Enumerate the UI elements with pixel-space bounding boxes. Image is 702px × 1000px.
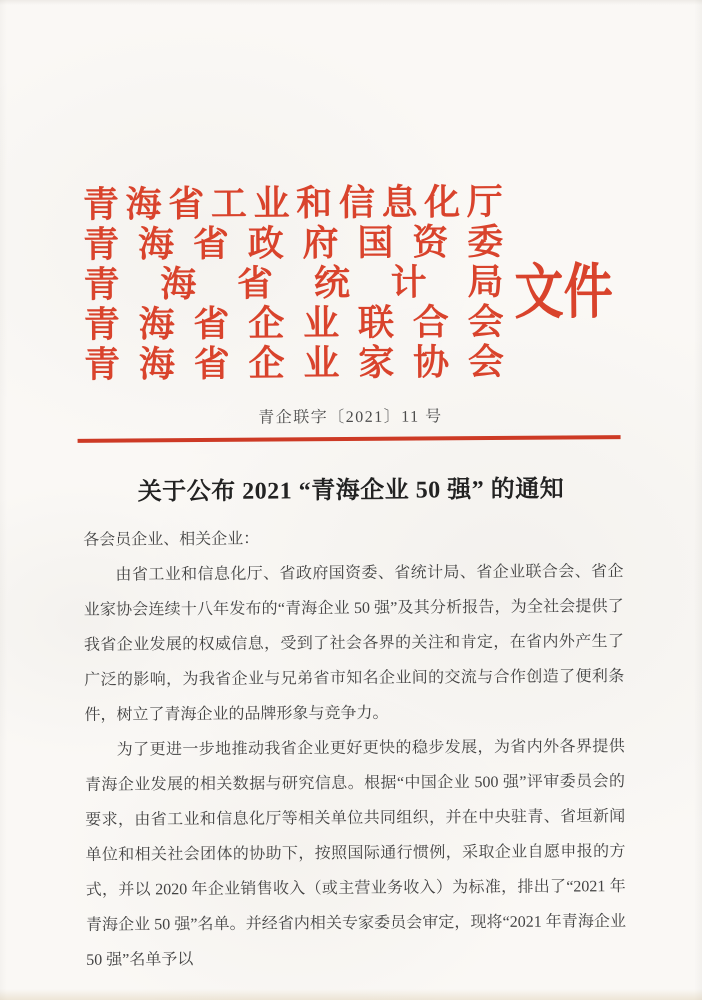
document-title: 关于公布 2021 “青海企业 50 强” 的通知 — [137, 476, 565, 506]
salutation: 各会员企业、相关企业： — [83, 530, 260, 549]
document-body — [83, 519, 626, 978]
reference-number: 青企联字〔2021〕11 号 — [258, 408, 443, 427]
org-name-enterprise-confederation: 青 海 省 企 业 联 合 会 — [83, 301, 504, 345]
red-divider-line — [78, 435, 621, 443]
red-letterhead — [83, 181, 624, 385]
org-name-industry-it-dept: 青 海 省 工 业 和 信 息 化 厅 — [82, 181, 503, 225]
org-name-sasac: 青 海 省 政 府 国 资 委 — [83, 221, 504, 265]
org-name-entrepreneurs-association: 青 海 省 企 业 家 协 会 — [83, 341, 505, 385]
paragraph-2: 为了更进一步地推动我省企业更好更快的稳步发展，为省内外各界提供青海企业发展的相关数据与研究信息。根据“中国企业 500 强”评审委员会的要求，由省工业和信息化厅等相关单位共同组织，并在中央驻青、省垣新闻单位和相关社会团体的协助下，按照国际通行惯例，采取企业自愿申报的方式，并以 2020 年企业销售收入（或主营业务收入）为标准，排出了“2021 年青海企业 50 强”名单。并经省内相关专家委员会审定，现将“2021 年青海企业 50 强”名单予以 — [84, 738, 627, 969]
issuing-organizations — [83, 182, 504, 385]
paragraph-1: 由省工业和信息化厅、省政府国资委、省统计局、省企业联合会、省企业家协会连续十八年发布的“青海企业 50 强”及其分析报告，为全社会提供了我省企业发展的权威信息，受到了社会各界的关注和肯定，在省内外产生了广泛的影响，为我省企业与兄弟省市知名企业间的交流与合作创造了便利条件，树立了青海企业的品牌形象与竞争力。 — [83, 563, 625, 724]
org-name-statistics-bureau: 青 海 省 统 计 局 — [83, 261, 504, 305]
doc-type-label: 文件 — [514, 259, 613, 326]
